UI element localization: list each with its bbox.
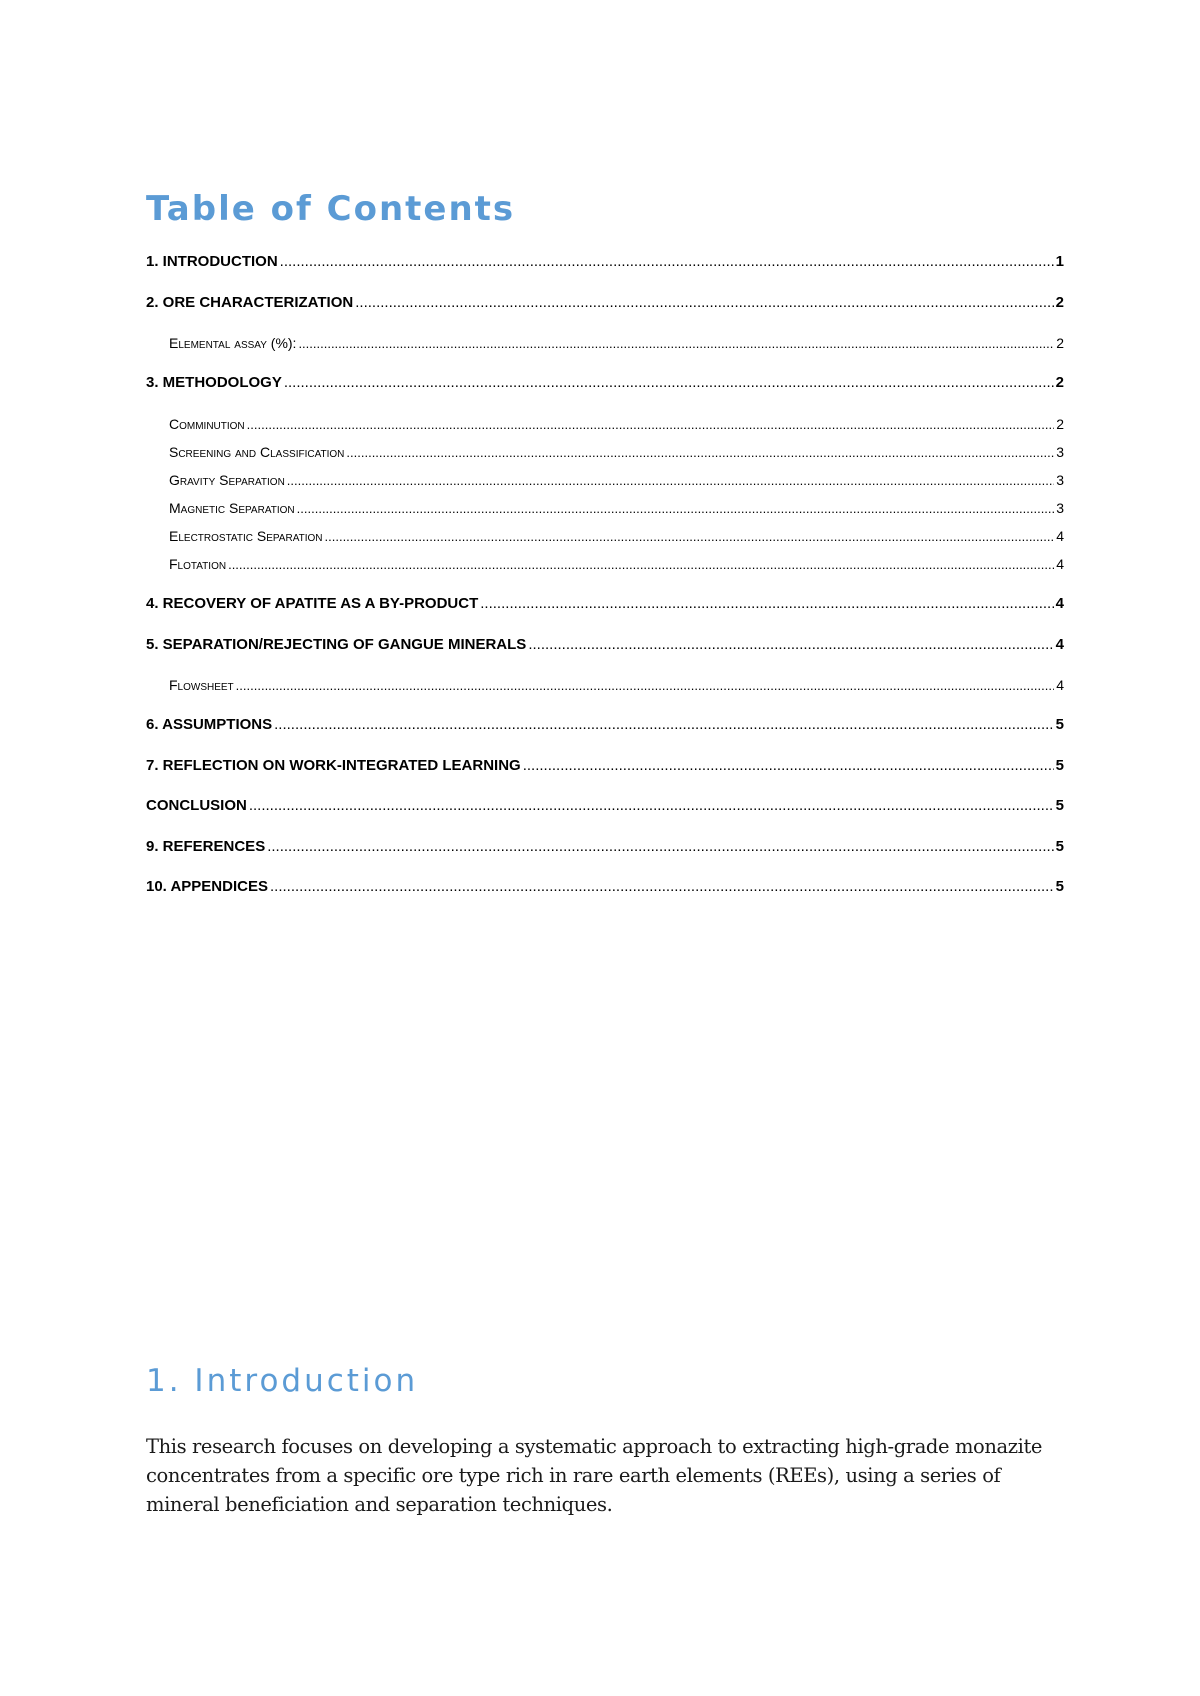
toc-page-number: 3 — [1056, 500, 1064, 516]
toc-entry-assumptions[interactable] — [146, 715, 1064, 735]
toc-dot-leader — [249, 796, 1054, 816]
toc-entry-label: Elemental assay (%): — [169, 335, 297, 351]
toc-entry-label: Screening and Classification — [169, 444, 345, 460]
toc-entry-label: 1. INTRODUCTION — [146, 253, 278, 270]
toc-entry-label: Flowsheet — [169, 677, 234, 693]
toc-dot-leader — [270, 877, 1054, 897]
toc-page-number: 3 — [1056, 472, 1064, 488]
toc-entry-reflection[interactable] — [146, 756, 1064, 776]
toc-entry-label: CONCLUSION — [146, 797, 247, 814]
toc-entry-label: Gravity Separation — [169, 472, 285, 488]
toc-entry-flowsheet[interactable] — [169, 675, 1064, 696]
toc-dot-leader — [480, 594, 1053, 614]
toc-dot-leader — [280, 252, 1054, 272]
toc-dot-leader — [247, 415, 1055, 435]
toc-entry-label: 4. RECOVERY OF APATITE AS A BY-PRODUCT — [146, 595, 479, 612]
toc-dot-leader — [297, 499, 1055, 519]
toc-entry-appendices[interactable] — [146, 877, 1064, 897]
toc-entry-gravity-separation[interactable] — [169, 470, 1064, 491]
toc-entry-ore-characterization[interactable] — [146, 293, 1064, 313]
toc-dot-leader — [355, 293, 1053, 313]
toc-entry-label: 7. REFLECTION ON WORK-INTEGRATED LEARNING — [146, 757, 521, 774]
toc-entry-conclusion[interactable] — [146, 796, 1064, 816]
toc-page-number: 4 — [1056, 528, 1064, 544]
toc-page-number: 5 — [1055, 757, 1064, 774]
toc-page-number: 4 — [1055, 595, 1064, 612]
toc-entry-label: Magnetic Separation — [169, 500, 295, 516]
toc-entry-flotation[interactable] — [169, 554, 1064, 575]
toc-entry-label: 5. SEPARATION/REJECTING OF GANGUE MINERALS — [146, 636, 527, 653]
toc-page-number: 2 — [1056, 416, 1064, 432]
toc-dot-leader — [274, 715, 1054, 735]
toc-dot-leader — [523, 756, 1054, 776]
toc-entry-methodology[interactable] — [146, 373, 1064, 393]
toc-page-number: 4 — [1056, 677, 1064, 693]
toc-page-number: 2 — [1056, 335, 1064, 351]
toc-entry-introduction[interactable] — [146, 252, 1064, 272]
toc-entry-label: 9. REFERENCES — [146, 838, 266, 855]
toc-page-number: 4 — [1056, 556, 1064, 572]
toc-entry-comminution[interactable] — [169, 414, 1064, 435]
toc-dot-leader — [236, 676, 1055, 696]
toc-entry-label: Comminution — [169, 416, 245, 432]
toc-dot-leader — [528, 635, 1053, 655]
toc-page-number: 1 — [1055, 253, 1064, 270]
toc-entry-screening-classification[interactable] — [169, 442, 1064, 463]
toc-entry-label: Flotation — [169, 556, 227, 572]
toc-page-number: 5 — [1055, 838, 1064, 855]
toc-entry-label: Electrostatic Separation — [169, 528, 323, 544]
toc-dot-leader — [346, 443, 1054, 463]
toc-page-number: 2 — [1055, 294, 1064, 311]
toc-page-number: 5 — [1055, 716, 1064, 733]
toc-entry-electrostatic-separation[interactable] — [169, 526, 1064, 547]
toc-page-number: 3 — [1056, 444, 1064, 460]
toc-page-number: 2 — [1055, 374, 1064, 391]
toc-dot-leader — [267, 837, 1053, 857]
toc-dot-leader — [228, 555, 1054, 575]
toc-dot-leader — [325, 527, 1055, 547]
toc-entry-label: 3. METHODOLOGY — [146, 374, 282, 391]
introduction-heading: 1. Introduction — [146, 1363, 419, 1399]
toc-title: Table of Contents — [146, 189, 516, 229]
toc-page-number: 5 — [1055, 797, 1064, 814]
toc-dot-leader — [284, 373, 1054, 393]
toc-entry-label: 6. ASSUMPTIONS — [146, 716, 273, 733]
toc-entry-label: 2. ORE CHARACTERIZATION — [146, 294, 354, 311]
toc-entry-magnetic-separation[interactable] — [169, 498, 1064, 519]
toc-page-number: 4 — [1055, 636, 1064, 653]
toc-entry-label: 10. APPENDICES — [146, 878, 268, 895]
toc-dot-leader — [287, 471, 1054, 491]
toc-dot-leader — [298, 334, 1054, 354]
toc-entry-separation-gangue[interactable] — [146, 635, 1064, 655]
toc-entry-references[interactable] — [146, 837, 1064, 857]
toc-entry-recovery-apatite[interactable] — [146, 594, 1064, 614]
toc-page-number: 5 — [1055, 878, 1064, 895]
introduction-paragraph: This research focuses on developing a systematic approach to extracting high-grade monazite concentrates from a specific ore type rich in rare earth elements (REEs), using a series of mineral beneficiation and separation techniques. — [146, 1435, 1043, 1516]
toc-entry-elemental-assay[interactable] — [169, 333, 1064, 354]
